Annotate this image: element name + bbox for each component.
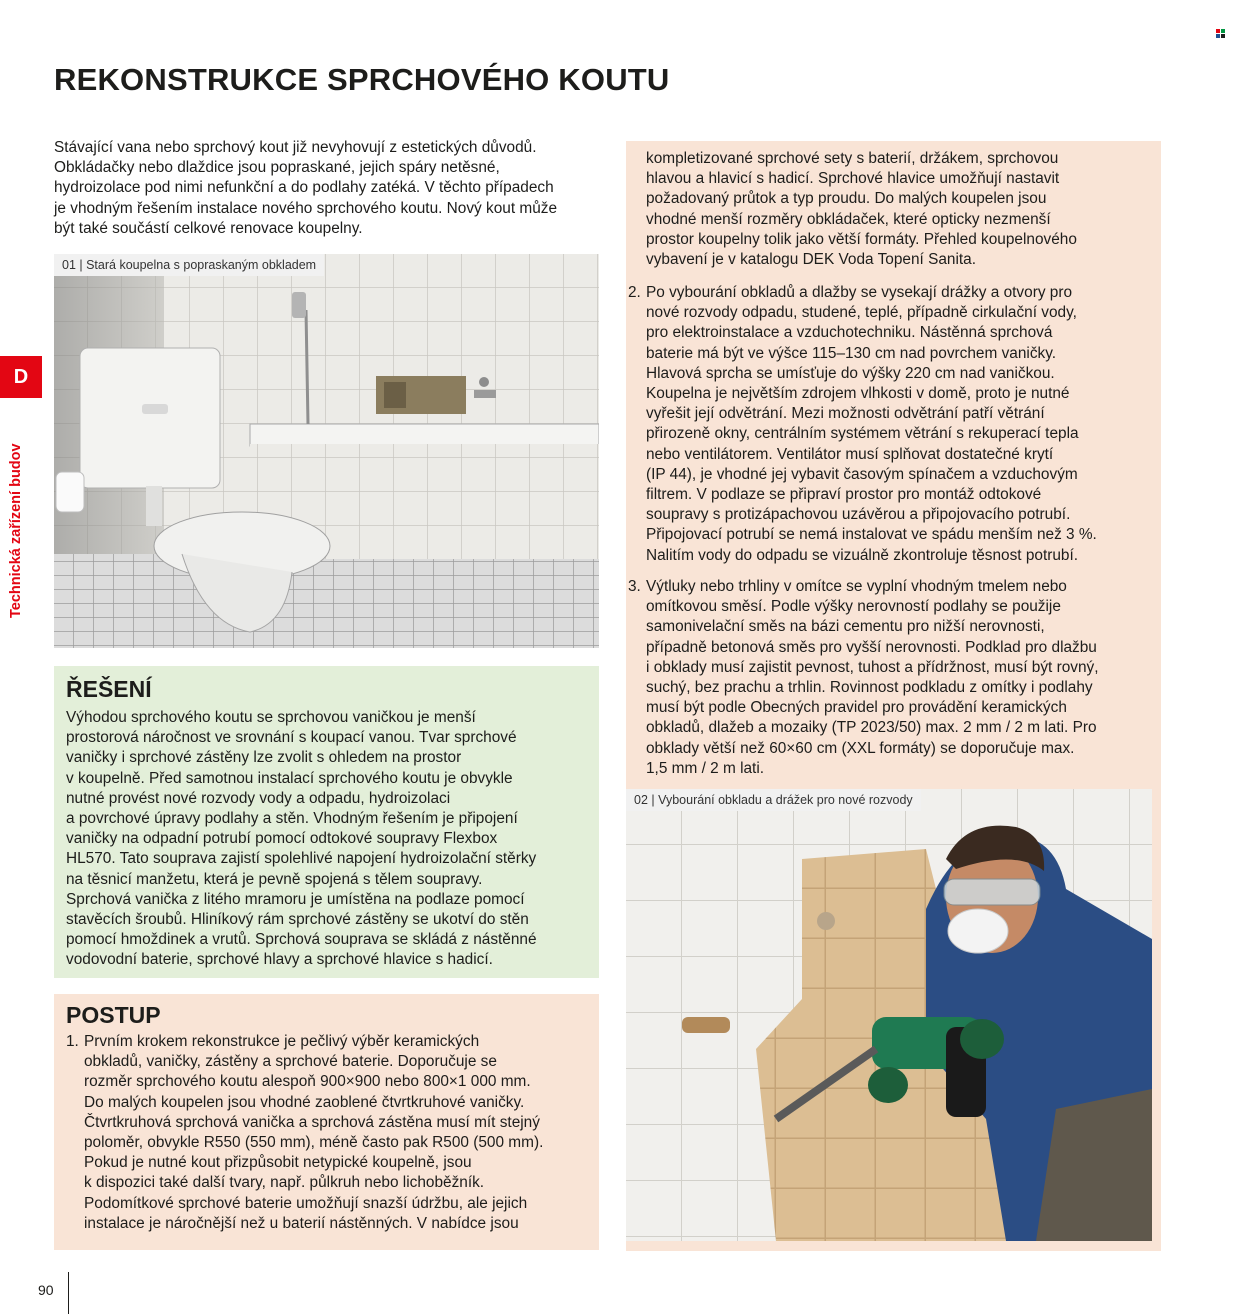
step-line: obkladů, dlažeb a mozaiky (TP 2023/50) max. 2 mm / 2 m lati. Pro bbox=[646, 719, 1097, 737]
step-line: požadovaný průtok a typ proudu. Do malých koupelen jsou bbox=[646, 190, 1047, 208]
solution-line: pomocí hmoždinek a vrutů. Sprchová souprava se skládá z nástěnné bbox=[66, 931, 537, 949]
solution-line: nutné provést nové rozvody vody a odpadu, hydroizolaci bbox=[66, 789, 451, 807]
chapter-tab[interactable]: D bbox=[0, 356, 42, 398]
step-line: vybavení je v katalogu DEK Voda Topení Sanita. bbox=[646, 251, 976, 269]
intro-line: je vhodným řešením instalace nového sprchového koutu. Nový kout může bbox=[54, 199, 558, 217]
intro-line: Stávající vana nebo sprchový kout již nevyhovují z estetických důvodů. bbox=[54, 139, 537, 156]
page-number-divider bbox=[68, 1272, 69, 1314]
step-line: přirozeně okny, centrálním systémem větrání s rekuperací tepla bbox=[646, 425, 1079, 443]
step-line: Připojovací potrubí se nemá instalovat ve spádu menším než 3 %. bbox=[646, 526, 1097, 544]
intro-line: Obkládačky nebo dlaždice jsou popraskané, jejich spáry netěsné, bbox=[54, 159, 500, 177]
intro-line: být také součástí celkové renovace koupelny. bbox=[54, 219, 363, 237]
step-line: instalace je náročnější než u baterií nástěnných. V nabídce jsou bbox=[84, 1214, 519, 1232]
solution-heading: ŘEŠENÍ bbox=[66, 676, 152, 702]
solution-line: Sprchová vanička z litého mramoru je umístěna na podlaze pomocí bbox=[66, 890, 525, 908]
step-line: nové rozvody odpadu, studené, teplé, případně cirkulační vody, bbox=[646, 304, 1077, 322]
procedure-heading: POSTUP bbox=[66, 1002, 161, 1028]
step-line: rozměr sprchového koutu alespoň 900×900 nebo 800×1 000 mm. bbox=[84, 1073, 531, 1091]
solution-line: prostorová náročnost ve srovnání s koupací vanou. Tvar sprchové bbox=[66, 729, 517, 747]
solution-line: stavěcích šroubů. Hliníkový rám sprchové zástěny se ukotví do stěn bbox=[66, 911, 529, 929]
solution-line: v koupelně. Před samotnou instalací sprchového koutu je obvykle bbox=[66, 769, 513, 787]
step-line: soupravy s protizápachovou uzávěrou a připojovacího potrubí. bbox=[646, 506, 1071, 524]
step-1-text bbox=[84, 1032, 543, 1234]
figure-old-bathroom bbox=[54, 254, 599, 648]
step-line: obklady větší než 60×60 cm (XXL formáty) se doporučuje max. bbox=[646, 739, 1075, 757]
chapter-label: Technická zařízení budov bbox=[8, 443, 24, 618]
procedure-box bbox=[54, 994, 599, 1250]
step-line: i obklady musí zajistit pevnost, tuhost a přídržnost, musí být rovný, bbox=[646, 658, 1099, 676]
step-line: Čtvrtkruhová sprchová vanička a sprchová zástěna musí mít stejný bbox=[84, 1113, 540, 1131]
step-line: k dispozici také další tvary, např. půlkruh nebo lichoběžník. bbox=[84, 1174, 485, 1192]
solution-line: vodovodní baterie, sprchové hlavy a sprchové hlavice s hadicí. bbox=[66, 951, 493, 969]
step-line: Do malých koupelen jsou vhodné zaoblené čtvrtkruhové vaničky. bbox=[84, 1093, 525, 1111]
figure-caption: 02 | Vybourání obkladu a drážek pro nové rozvody bbox=[626, 789, 921, 811]
solution-line: vaničky na odpadní potrubí pomocí odtokové soupravy Flexbox bbox=[66, 830, 498, 848]
solution-line: Výhodou sprchového koutu se sprchovou vaničkou je menší bbox=[66, 709, 476, 726]
page-number: 90 bbox=[38, 1282, 54, 1298]
step-line: poloměr, obvykle R550 (550 mm), méně často pak R500 (500 mm). bbox=[84, 1134, 544, 1152]
solution-line: vaničky i sprchové zástěny lze zvolit s ohledem na prostor bbox=[66, 749, 462, 767]
solution-box bbox=[54, 666, 599, 978]
intro-paragraph bbox=[54, 138, 599, 239]
step-line: Po vybourání obkladů a dlažby se vysekají drážky a otvory pro bbox=[646, 284, 1073, 301]
step-line: Prvním krokem rekonstrukce je pečlivý výběr keramických bbox=[84, 1033, 480, 1050]
step-line: (IP 44), je vhodné jej vybavit časovým spínačem a vzduchovým bbox=[646, 465, 1078, 483]
step-number: 1. bbox=[66, 1033, 79, 1050]
step-line: Hlavová sprcha se umísťuje do výšky 220 cm nad vaničkou. bbox=[646, 364, 1055, 382]
step-line: kompletizované sprchové sety s baterií, držákem, sprchovou bbox=[646, 150, 1059, 167]
publisher-logo bbox=[1216, 26, 1226, 36]
step-line: musí být podle Obecných pravidel pro provádění keramických bbox=[646, 699, 1067, 717]
step-line: pro elektroinstalace a vzduchotechniku. Nástěnná sprchová bbox=[646, 324, 1053, 342]
demolition-illustration bbox=[626, 789, 1152, 1241]
step-line: nebo ventilátorem. Ventilátor musí splňovat dostatečné krytí bbox=[646, 445, 1054, 463]
solution-text bbox=[66, 708, 537, 971]
step-line: hlavou a hlavicí s hadicí. Sprchové hlavice umožňují nastavit bbox=[646, 170, 1060, 188]
step-line: omítkovou směsí. Podle výšky nerovností podlahy se použije bbox=[646, 598, 1061, 616]
step-3-text bbox=[646, 577, 1099, 779]
step-line: filtrem. V podlaze se připraví prostor pro montáž odtokové bbox=[646, 486, 1042, 504]
intro-line: hydroizolace pod nimi nefunkční a do podlahy zatéká. V těchto případech bbox=[54, 179, 554, 197]
step-line: případně betonová směs pro vyšší nerovnosti. Podklad pro dlažbu bbox=[646, 638, 1097, 656]
step-number: 3. bbox=[628, 578, 641, 595]
step-line: vhodné menší rozměry obkládaček, které opticky nezmenší bbox=[646, 210, 1051, 228]
step-line: Koupelna je největším zdrojem vlhkosti v domě, proto je nutné bbox=[646, 385, 1070, 403]
step-2-text bbox=[646, 283, 1097, 566]
step-line: obkladů, vaničky, zástěny a sprchové baterie. Doporučuje se bbox=[84, 1053, 497, 1071]
page-title: REKONSTRUKCE SPRCHOVÉHO KOUTU bbox=[54, 62, 670, 97]
step-line: Nalitím vody do odpadu se vizuálně zkontroluje těsnost potrubí. bbox=[646, 546, 1079, 564]
solution-line: a povrchové úpravy podlahy a stěn. Vhodným řešením je připojení bbox=[66, 810, 518, 828]
step-line: Pokud je nutné kout přizpůsobit netypické koupelně, jsou bbox=[84, 1154, 472, 1172]
step-line: baterie má být ve výšce 115–130 cm nad povrchem vaničky. bbox=[646, 344, 1057, 362]
solution-line: na těsnicí manžetu, která je pevně spojená s tělem soupravy. bbox=[66, 870, 483, 888]
step-1-continued bbox=[646, 149, 1077, 270]
step-line: suchý, bez prachu a trhlin. Rovinnost podkladu z omítky i podlahy bbox=[646, 679, 1093, 697]
step-line: 1,5 mm / 2 m lati. bbox=[646, 759, 765, 777]
step-number: 2. bbox=[628, 284, 641, 301]
step-line: samonivelační směs na bázi cementu pro nižší nerovnosti, bbox=[646, 618, 1045, 636]
step-line: prostor koupelny tolik jako větší formáty. Přehled koupelnového bbox=[646, 230, 1077, 248]
step-line: Výtluky nebo trhliny v omítce se vyplní vhodným tmelem nebo bbox=[646, 578, 1067, 595]
step-line: Podomítkové sprchové baterie umožňují snazší údržbu, ale jejich bbox=[84, 1194, 528, 1212]
solution-line: HL570. Tato souprava zajistí spolehlivé napojení hydroizolační stěrky bbox=[66, 850, 537, 868]
figure-caption: 01 | Stará koupelna s popraskaným obkladem bbox=[54, 254, 324, 276]
step-line: vyřešit její odvětrání. Mezi možnosti odvětrání patří větrání bbox=[646, 405, 1045, 423]
figure-demolition bbox=[626, 789, 1152, 1241]
old-bathroom-illustration bbox=[54, 254, 599, 648]
